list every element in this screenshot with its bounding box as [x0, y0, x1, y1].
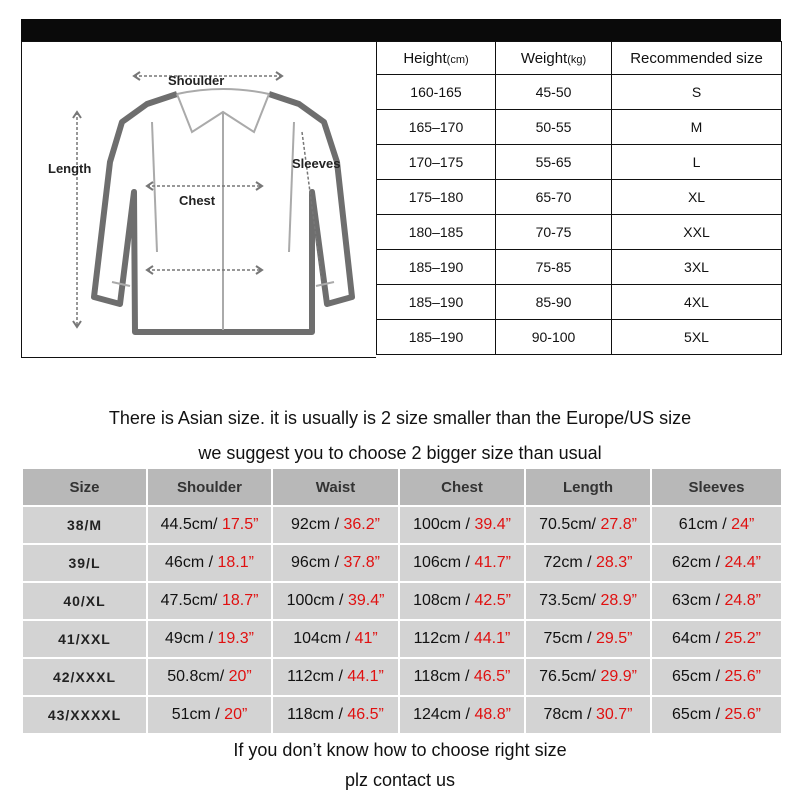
cm-value: 50.8cm/ — [167, 668, 225, 685]
table-row — [377, 320, 782, 355]
cm-value: 70.5cm/ — [539, 516, 596, 533]
cm-value: 106cm / — [413, 554, 470, 571]
contact-note-line2: plz contact us — [344, 770, 456, 790]
measurement-cell — [147, 506, 272, 544]
cm-value: 51cm / — [171, 706, 220, 723]
measurement-cell — [272, 544, 399, 582]
weight-cell: 45-50 — [496, 75, 612, 110]
header-chest: Chest — [399, 468, 525, 506]
contact-note-line1: If you don’t know how to choose right size — [233, 740, 567, 760]
measurement-cell — [272, 696, 399, 734]
size-label-cell: 38/M — [22, 506, 147, 544]
inch-value: 29.5” — [596, 630, 633, 647]
cm-value: 76.5cm/ — [539, 668, 596, 685]
inch-value: 25.2” — [724, 630, 761, 647]
inch-value: 20” — [228, 668, 252, 685]
height-cell: 170–175 — [377, 145, 496, 180]
top-black-bar — [21, 19, 781, 41]
inch-value: 39.4” — [474, 516, 511, 533]
size-recommendation-table — [376, 41, 782, 355]
cm-value: 65cm / — [672, 668, 721, 685]
cm-value: 96cm / — [291, 554, 340, 571]
size-cell: XXL — [612, 215, 782, 250]
inch-value: 24.4” — [724, 554, 761, 571]
size-header-row — [22, 468, 782, 506]
size-cell: L — [612, 145, 782, 180]
cm-value: 49cm / — [165, 630, 214, 647]
measurement-cell — [651, 696, 782, 734]
inch-value: 48.8” — [474, 706, 511, 723]
cm-value: 100cm / — [413, 516, 470, 533]
weight-cell: 85-90 — [496, 285, 612, 320]
label-length: Length — [48, 161, 92, 176]
size-label-cell: 42/XXXL — [22, 658, 147, 696]
cm-value: 64cm / — [672, 630, 721, 647]
table-row — [377, 285, 782, 320]
table-row — [377, 75, 782, 110]
cm-value: 62cm / — [672, 554, 721, 571]
inch-value: 28.3” — [596, 554, 633, 571]
measurement-cell — [272, 582, 399, 620]
inch-value: 44.1” — [347, 668, 384, 685]
measurement-cell — [525, 582, 651, 620]
cm-value: 47.5cm/ — [160, 592, 218, 609]
inch-value: 18.1” — [217, 554, 254, 571]
measurement-cell — [651, 620, 782, 658]
weight-cell: 70-75 — [496, 215, 612, 250]
table-row — [377, 180, 782, 215]
cm-value: 73.5cm/ — [539, 592, 596, 609]
measurement-cell — [147, 696, 272, 734]
size-cell: 5XL — [612, 320, 782, 355]
shirt-measurement-diagram — [21, 41, 376, 358]
asian-size-note: There is Asian size. it is usually is 2 size smaller than the Europe/US size — [108, 408, 692, 428]
measurement-cell — [651, 658, 782, 696]
inch-value: 39.4” — [347, 592, 385, 609]
cm-value: 63cm / — [672, 592, 721, 609]
header-length: Length — [525, 468, 651, 506]
header-shoulder: Shoulder — [147, 468, 272, 506]
measurement-cell — [272, 620, 399, 658]
measurement-cell — [399, 582, 525, 620]
measurement-cell — [399, 696, 525, 734]
header-height: Height(cm) — [377, 42, 496, 75]
label-shoulder: Shoulder — [168, 73, 225, 88]
cm-value: 72cm / — [543, 554, 592, 571]
cm-value: 46cm / — [165, 554, 214, 571]
inch-value: 28.9” — [600, 592, 637, 609]
inch-value: 37.8” — [343, 554, 380, 571]
size-label-cell: 40/XL — [22, 582, 147, 620]
table-row — [22, 696, 782, 734]
measurement-cell — [651, 506, 782, 544]
table-row — [377, 145, 782, 180]
inch-value: 41” — [354, 630, 378, 647]
table-row — [22, 544, 782, 582]
height-cell: 180–185 — [377, 215, 496, 250]
table-row — [22, 506, 782, 544]
weight-cell: 55-65 — [496, 145, 612, 180]
measurement-cell — [147, 544, 272, 582]
size-cell: 3XL — [612, 250, 782, 285]
inch-value: 30.7” — [596, 706, 633, 723]
cm-value: 61cm / — [678, 516, 727, 533]
cm-value: 112cm / — [413, 630, 470, 647]
measurement-cell — [147, 620, 272, 658]
height-cell: 185–190 — [377, 320, 496, 355]
size-label-cell: 43/XXXXL — [22, 696, 147, 734]
table-row — [377, 250, 782, 285]
height-cell: 185–190 — [377, 250, 496, 285]
inch-value: 24.8” — [724, 592, 761, 609]
cm-value: 118cm / — [413, 668, 470, 685]
header-recommended-size: Recommended size — [612, 42, 782, 75]
table-row — [22, 620, 782, 658]
measurement-cell — [525, 696, 651, 734]
inch-value: 36.2” — [343, 516, 380, 533]
measurement-cell — [525, 620, 651, 658]
size-cell: S — [612, 75, 782, 110]
header-waist: Waist — [272, 468, 399, 506]
cm-value: 112cm / — [287, 668, 343, 685]
measurement-cell — [272, 658, 399, 696]
label-chest: Chest — [179, 193, 216, 208]
cm-value: 118cm / — [287, 706, 343, 723]
header-weight: Weight(kg) — [496, 42, 612, 75]
cm-value: 100cm / — [286, 592, 344, 609]
measurement-cell — [147, 582, 272, 620]
cm-value: 104cm / — [293, 630, 351, 647]
table-row — [22, 658, 782, 696]
recommend-header-row — [377, 42, 782, 75]
inch-value: 42.5” — [474, 592, 511, 609]
weight-cell: 90-100 — [496, 320, 612, 355]
height-cell: 160-165 — [377, 75, 496, 110]
weight-cell: 65-70 — [496, 180, 612, 215]
inch-value: 41.7” — [474, 554, 511, 571]
cm-value: 75cm / — [543, 630, 592, 647]
inch-value: 46.5” — [473, 668, 511, 685]
height-cell: 165–170 — [377, 110, 496, 145]
measurement-cell — [399, 506, 525, 544]
measurement-cell — [399, 658, 525, 696]
inch-value: 25.6” — [724, 668, 761, 685]
measurement-cell — [399, 544, 525, 582]
inch-value: 27.8” — [600, 516, 637, 533]
inch-value: 25.6” — [724, 706, 761, 723]
measurement-cell — [651, 544, 782, 582]
inch-value: 20” — [224, 706, 248, 723]
suggestion-note: we suggest you to choose 2 bigger size than usual — [198, 443, 602, 463]
size-cell: M — [612, 110, 782, 145]
table-row — [22, 582, 782, 620]
measurement-cell — [147, 658, 272, 696]
cm-value: 108cm / — [413, 592, 470, 609]
inch-value: 19.3” — [217, 630, 254, 647]
cm-value: 124cm / — [413, 706, 470, 723]
height-cell: 175–180 — [377, 180, 496, 215]
inch-value: 44.1” — [473, 630, 511, 647]
cm-value: 65cm / — [672, 706, 721, 723]
header-size: Size — [22, 468, 147, 506]
inch-value: 18.7” — [221, 592, 259, 609]
size-cell: 4XL — [612, 285, 782, 320]
inch-value: 17.5” — [221, 516, 259, 533]
weight-cell: 50-55 — [496, 110, 612, 145]
measurement-cell — [525, 658, 651, 696]
size-label-cell: 41/XXL — [22, 620, 147, 658]
measurement-cell — [272, 506, 399, 544]
cm-value: 44.5cm/ — [160, 516, 218, 533]
cm-value: 92cm / — [291, 516, 340, 533]
inch-value: 46.5” — [347, 706, 384, 723]
measurement-cell — [525, 506, 651, 544]
measurement-cell — [399, 620, 525, 658]
measurement-cell — [651, 582, 782, 620]
header-sleeves: Sleeves — [651, 468, 782, 506]
weight-cell: 75-85 — [496, 250, 612, 285]
inch-value: 24” — [731, 516, 755, 533]
size-measurement-table — [21, 467, 783, 735]
size-cell: XL — [612, 180, 782, 215]
label-sleeves: Sleeves — [292, 156, 341, 171]
cm-value: 78cm / — [543, 706, 592, 723]
measurement-cell — [525, 544, 651, 582]
table-row — [377, 110, 782, 145]
height-cell: 185–190 — [377, 285, 496, 320]
table-row — [377, 215, 782, 250]
inch-value: 29.9” — [600, 668, 637, 685]
size-label-cell: 39/L — [22, 544, 147, 582]
